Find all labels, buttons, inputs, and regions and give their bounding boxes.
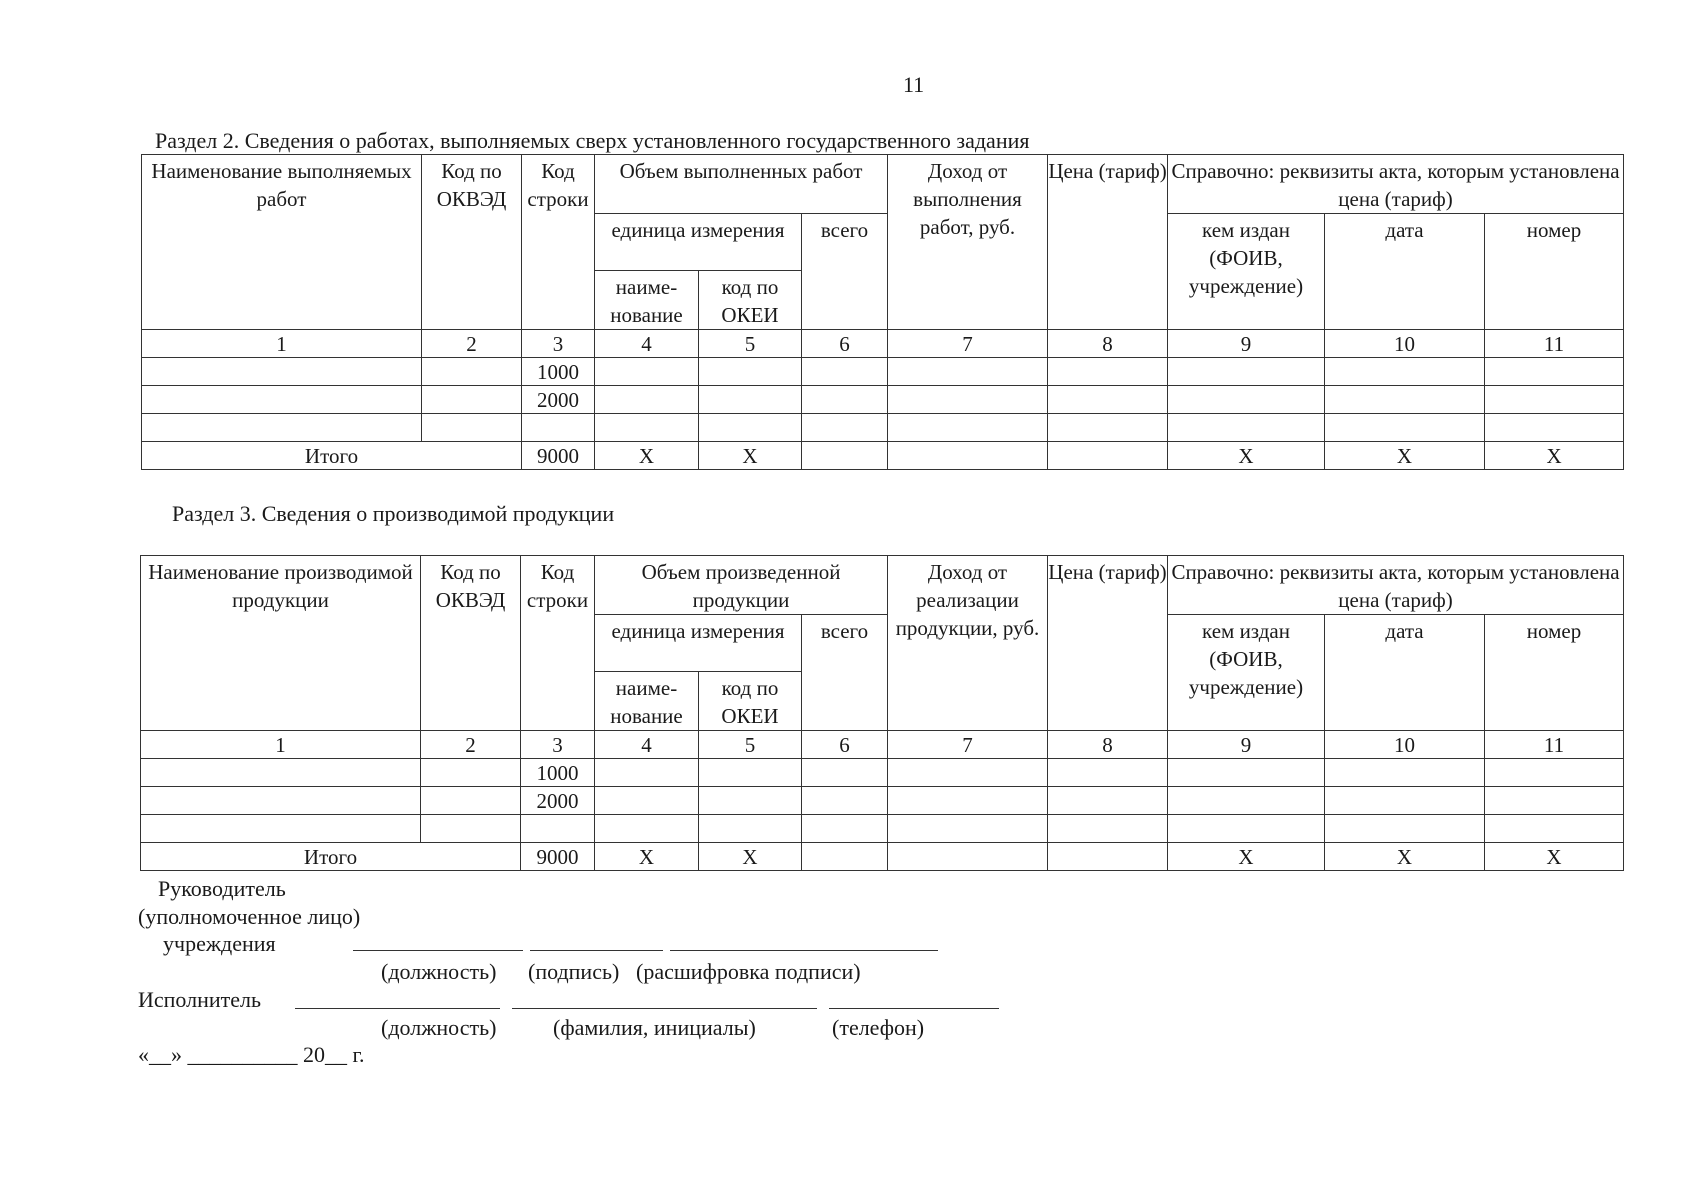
x-mark: X: [1485, 843, 1624, 871]
head-decoding-line: [670, 950, 938, 951]
total-row: [141, 843, 1624, 871]
col-number: 11: [1485, 731, 1624, 759]
header-issuer: кем издан (ФОИВ, учреждение): [1168, 214, 1325, 330]
head-label-line1: Руководитель: [158, 876, 286, 901]
x-mark: X: [699, 843, 802, 871]
header-row-code: Код строки: [522, 155, 595, 330]
header-date: дата: [1325, 615, 1485, 731]
table-row: [141, 787, 1624, 815]
exec-position-line: [295, 1008, 500, 1009]
x-mark: X: [1325, 442, 1485, 470]
page-number: 11: [903, 72, 925, 97]
executor-label: Исполнитель: [138, 987, 262, 1012]
col-number: 7: [888, 330, 1048, 358]
column-numbers-row: [142, 330, 1624, 358]
total-code: 9000: [521, 843, 595, 871]
header-number: номер: [1485, 615, 1624, 731]
row-code: 2000: [522, 386, 595, 414]
col-number: 8: [1048, 731, 1168, 759]
col-number: 9: [1168, 330, 1325, 358]
col-number: 3: [522, 330, 595, 358]
header-volume: Объем выполненных работ: [595, 155, 888, 214]
total-label: Итого: [141, 843, 521, 871]
header-unit-name: наиме-нование: [595, 271, 699, 330]
section3-title: Раздел 3. Сведения о производимой продукции: [172, 501, 615, 526]
col-number: 9: [1168, 731, 1325, 759]
total-label: Итого: [142, 442, 522, 470]
row-code: 1000: [521, 759, 595, 787]
total-row: [142, 442, 1624, 470]
header-row-code: Код строки: [521, 556, 595, 731]
total-code: 9000: [522, 442, 595, 470]
col-number: 2: [422, 330, 522, 358]
head-caption-decoding: (расшифровка подписи): [636, 959, 861, 984]
table-row: [142, 358, 1624, 386]
header-okei: код по ОКЕИ: [699, 271, 802, 330]
col-number: 7: [888, 731, 1048, 759]
exec-name-line: [512, 1008, 817, 1009]
col-number: 6: [802, 330, 888, 358]
header-okved: Код по ОКВЭД: [422, 155, 522, 330]
row-code: [522, 414, 595, 442]
table-row: [142, 386, 1624, 414]
exec-caption-phone: (телефон): [832, 1015, 925, 1040]
col-number: 10: [1325, 731, 1485, 759]
date-line: «__» __________ 20__ г.: [138, 1042, 365, 1067]
header-total: всего: [802, 214, 888, 330]
col-number: 2: [421, 731, 521, 759]
header-total: всего: [802, 615, 888, 731]
x-mark: X: [1485, 442, 1624, 470]
exec-caption-name: (фамилия, инициалы): [553, 1015, 756, 1040]
header-price: Цена (тариф): [1048, 556, 1168, 731]
header-unit-name: наиме-нование: [595, 672, 699, 731]
header-work-name: Наименование выполняемых работ: [142, 155, 422, 330]
section2-title: Раздел 2. Сведения о работах, выполняемых сверх установленного государственного задания: [155, 128, 1030, 153]
col-number: 11: [1485, 330, 1624, 358]
header-price: Цена (тариф): [1048, 155, 1168, 330]
head-label-line3: учреждения: [163, 931, 276, 956]
head-caption-position: (должность): [381, 959, 497, 984]
col-number: 4: [595, 731, 699, 759]
header-income: Доход от выполнения работ, руб.: [888, 155, 1048, 330]
header-okei: код по ОКЕИ: [699, 672, 802, 731]
x-mark: X: [595, 843, 699, 871]
x-mark: X: [595, 442, 699, 470]
header-unit: единица измерения: [595, 214, 802, 271]
col-number: 5: [699, 731, 802, 759]
col-number: 1: [141, 731, 421, 759]
x-mark: X: [1325, 843, 1485, 871]
head-label-line2: (уполномоченное лицо): [138, 904, 361, 929]
row-code: 1000: [522, 358, 595, 386]
col-number: 8: [1048, 330, 1168, 358]
section2-table: [141, 154, 1624, 470]
col-number: 5: [699, 330, 802, 358]
exec-phone-line: [829, 1008, 999, 1009]
head-position-line: [353, 950, 523, 951]
row-code: 2000: [521, 787, 595, 815]
head-caption-signature: (подпись): [528, 959, 620, 984]
col-number: 3: [521, 731, 595, 759]
header-okved: Код по ОКВЭД: [421, 556, 521, 731]
col-number: 1: [142, 330, 422, 358]
header-product-name: Наименование производимой продукции: [141, 556, 421, 731]
header-unit: единица измерения: [595, 615, 802, 672]
header-reference: Справочно: реквизиты акта, которым установлена цена (тариф): [1168, 155, 1624, 214]
column-numbers-row: [141, 731, 1624, 759]
table-row: [141, 759, 1624, 787]
col-number: 4: [595, 330, 699, 358]
section3-table: [140, 555, 1624, 871]
header-number: номер: [1485, 214, 1624, 330]
table-row: [141, 815, 1624, 843]
x-mark: X: [1168, 442, 1325, 470]
x-mark: X: [699, 442, 802, 470]
header-volume: Объем произведенной продукции: [595, 556, 888, 615]
col-number: 6: [802, 731, 888, 759]
exec-caption-position: (должность): [381, 1015, 497, 1040]
header-issuer: кем издан (ФОИВ, учреждение): [1168, 615, 1325, 731]
head-signature-line: [530, 950, 663, 951]
header-income: Доход от реализации продукции, руб.: [888, 556, 1048, 731]
header-reference: Справочно: реквизиты акта, которым установлена цена (тариф): [1168, 556, 1624, 615]
table-row: [142, 414, 1624, 442]
x-mark: X: [1168, 843, 1325, 871]
col-number: 10: [1325, 330, 1485, 358]
row-code: [521, 815, 595, 843]
header-date: дата: [1325, 214, 1485, 330]
